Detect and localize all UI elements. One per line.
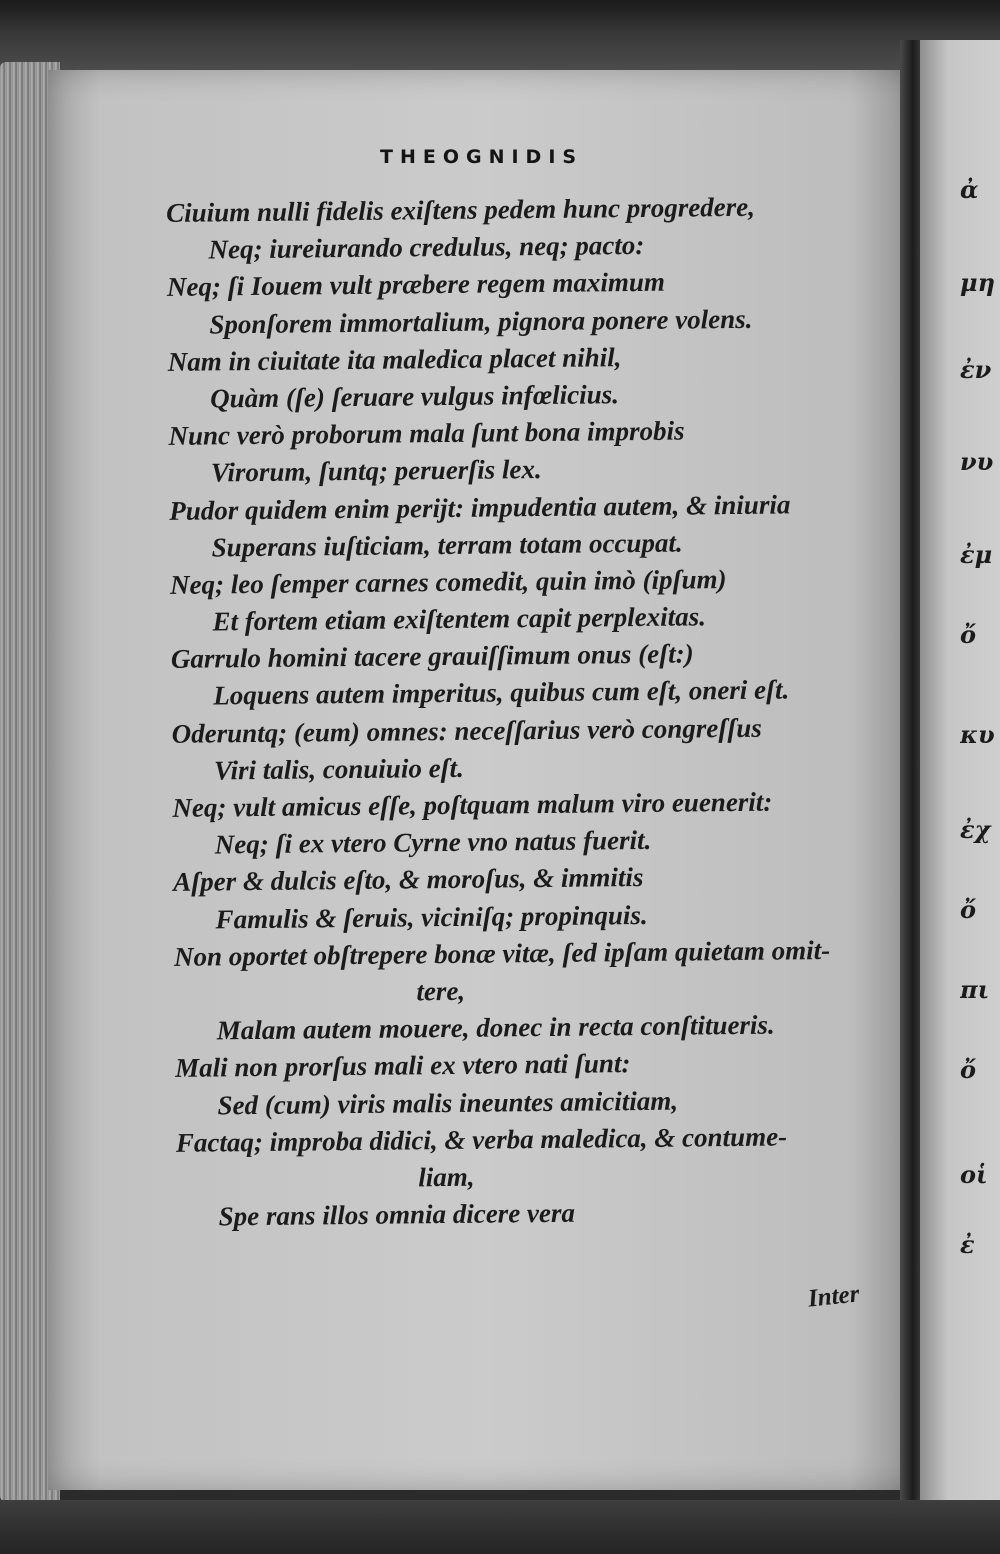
verse-line: Neq; vult amicus eſſe, poſtquam malum viro euenerit: xyxy=(172,786,773,823)
greek-fragment: πι xyxy=(960,975,990,1004)
greek-fragment: ὄ xyxy=(960,620,977,649)
verse-line: Nam in ciuitate ita maledica placet nihil, xyxy=(167,341,622,377)
greek-fragment: ἀ xyxy=(960,175,979,204)
verse-line: Sponſorem immortalium, pignora ponere volens. xyxy=(209,303,753,340)
verse-line: Quàm (ſe) ſeruare vulgus infœlicius. xyxy=(209,379,620,414)
greek-fragment: ἐν xyxy=(960,355,992,384)
greek-fragment: ὄ xyxy=(960,1055,977,1084)
verse-line: Factaq; improba didici, & verba maledica, & contume- xyxy=(175,1121,788,1158)
verse-line: Superans iuſticiam, terram totam occupat. xyxy=(211,527,683,563)
verse-line: Aſper & dulcis eſto, & moroſus, & immitis xyxy=(173,862,644,898)
verse-line: Malam autem mouere, donec in recta conſtitueris. xyxy=(216,1009,775,1046)
verse-line: Famulis & ſeruis, viciniſq; propinquis. xyxy=(215,899,648,934)
verse-line: Loquens autem imperitus, quibus cum eſt, oneri eſt. xyxy=(213,674,790,711)
greek-fragment: ἐ xyxy=(960,1230,975,1259)
verse-line: Viri talis, conuiuio eſt. xyxy=(213,752,464,786)
verse-line: Neq; iureiurando credulus, neq; pacto: xyxy=(208,230,645,265)
catchword: Inter xyxy=(806,1280,861,1313)
verse-line: Neq; ſi ex vtero Cyrne vno natus fuerit. xyxy=(214,825,652,860)
verse-line: Neq; leo ſemper carnes comedit, quin imò (ipſum) xyxy=(169,563,727,600)
verse-line: liam, xyxy=(418,1161,475,1193)
running-head: THEOGNIDIS xyxy=(380,146,584,168)
right-page-fragment xyxy=(920,40,1000,1520)
greek-fragment: οἱ xyxy=(960,1160,988,1189)
book-bottom-edge xyxy=(0,1500,1000,1554)
verse-line: Sed (cum) viris malis ineuntes amicitiam, xyxy=(217,1085,679,1120)
verse-line: Mali non prorſus mali ex vtero nati ſunt: xyxy=(174,1048,631,1084)
greek-fragment: ἐμ xyxy=(960,540,993,569)
verse-line: tere, xyxy=(416,975,466,1007)
greek-fragment: ἐχ xyxy=(960,815,991,844)
verse-line: Oderuntq; (eum) omnes: neceſſarius verò congreſſus xyxy=(171,712,762,749)
greek-fragment: ὄ xyxy=(960,895,977,924)
verse-line: Virorum, ſuntq; peruerſis lex. xyxy=(210,454,542,488)
verse-line: Et fortem etiam exiſtentem capit perplexitas. xyxy=(212,601,707,637)
verse-text-block xyxy=(158,187,889,1236)
verse-line: Ciuium nulli fidelis exiſtens pedem hunc progredere, xyxy=(166,191,756,228)
greek-fragment: κυ xyxy=(960,720,995,749)
verse-line: Neq; ſi Iouem vult præbere regem maximum xyxy=(166,267,666,303)
verse-line: Spe rans illos omnia dicere vera xyxy=(218,1197,576,1232)
greek-fragment: νυ xyxy=(960,447,994,476)
verse-line: Garrulo homini tacere grauiſſimum onus (eſt:) xyxy=(170,638,694,675)
verse-line: Nunc verò proborum mala ſunt bona improbis xyxy=(168,415,685,452)
verse-line: Non oportet obſtrepere bonæ vitæ, ſed ipſam quietam omit- xyxy=(173,934,831,972)
verse-line: Pudor quidem enim perijt: impudentia autem, & iniuria xyxy=(169,488,791,526)
greek-fragment: μη xyxy=(960,268,996,297)
